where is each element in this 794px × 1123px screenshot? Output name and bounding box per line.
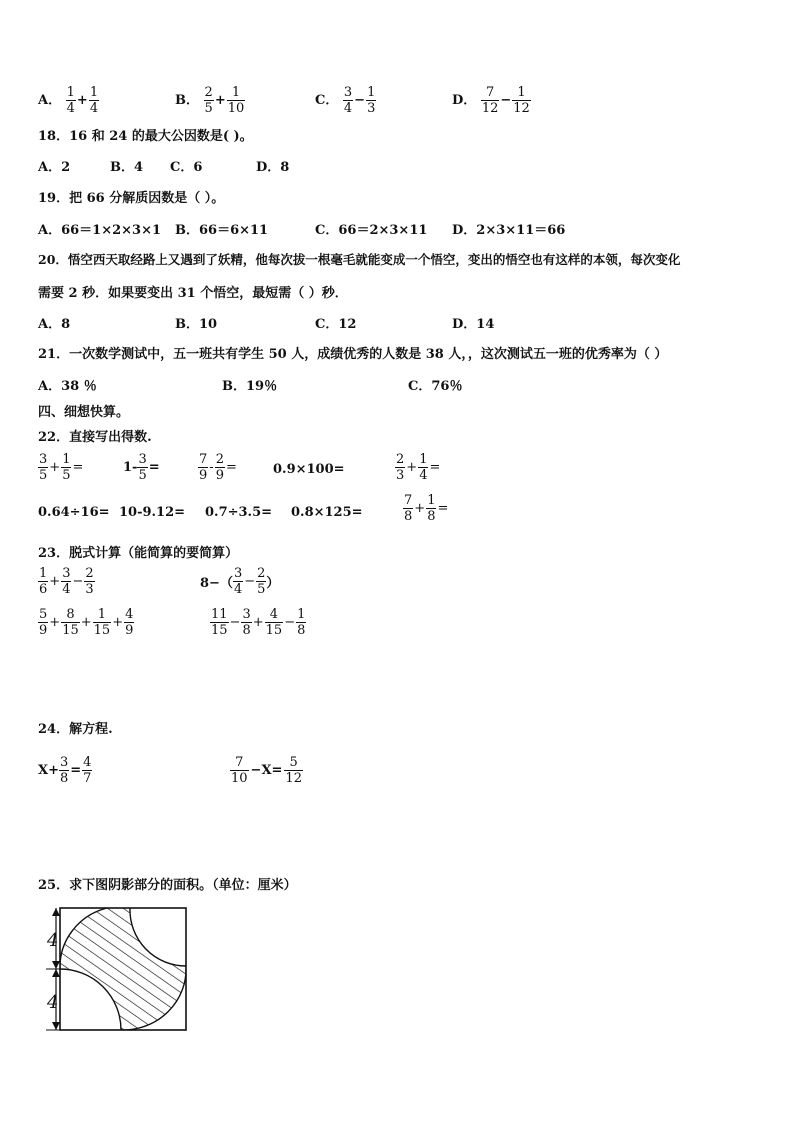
- q20-option-b[interactable]: B．10: [175, 317, 218, 332]
- fraction: $\frac{1}{4}$: [89, 85, 99, 116]
- option-letter: C．: [315, 93, 339, 108]
- fraction: $\frac{11}{15}$: [211, 607, 228, 638]
- fraction: $\frac{1}{5}$: [62, 452, 71, 483]
- q17-option-a[interactable]: [38, 86, 99, 115]
- q21-option-b[interactable]: B．19％: [222, 379, 278, 394]
- q21-option-a[interactable]: A．38 ％: [38, 379, 97, 394]
- fraction: $\frac{3}{4}$: [343, 85, 353, 116]
- q22-expr-4: 0.9×100=: [273, 462, 345, 477]
- q24-title: 24．解方程.: [38, 722, 113, 737]
- q19-option-c[interactable]: C．66＝2×3×11: [315, 223, 428, 238]
- option-letter: B．: [175, 93, 199, 108]
- fraction: $\frac{1}{6}$: [39, 566, 48, 597]
- fraction: $\frac{4}{15}$: [265, 607, 283, 638]
- q22-title: 22．直接写出得数.: [38, 430, 152, 445]
- q18-text: 18．16 和 24 的最大公因数是( )。: [38, 129, 253, 144]
- shaded-area-figure: [38, 904, 198, 1032]
- fraction: $\frac{3}{5}$: [138, 452, 147, 483]
- fraction: $\frac{3}{4}$: [62, 566, 71, 597]
- fraction: $\frac{7}{12}$: [481, 85, 499, 116]
- fraction: $\frac{2}{3}$: [85, 566, 94, 597]
- q20-option-a[interactable]: A．8: [38, 317, 71, 332]
- fraction: $\frac{1}{12}$: [513, 85, 530, 116]
- operator: −: [354, 93, 366, 108]
- option-letter: A．: [38, 93, 62, 108]
- q18-option-b[interactable]: B．4: [110, 160, 144, 175]
- q22-expr-7: 10-9.12=: [119, 505, 186, 520]
- q19-option-d[interactable]: D．2×3×11＝66: [452, 223, 566, 238]
- fraction: $\frac{1}{4}$: [419, 452, 428, 483]
- q20-option-c[interactable]: C．12: [315, 317, 357, 332]
- fraction: $\frac{7}{10}$: [231, 755, 248, 786]
- arrow-mid-up: [52, 961, 60, 969]
- option-letter: D．: [452, 93, 477, 108]
- operator: +: [76, 93, 88, 108]
- q22-expr-2: 1- $\frac{3}{5}$ =: [123, 452, 160, 483]
- fraction: $\frac{2}{3}$: [396, 452, 405, 483]
- q23-expr-4: $\frac{11}{15}$ − $\frac{3}{8}$ + $\frac{4}{15}$ − $\frac{1}{8}$: [211, 607, 306, 638]
- q23-expr-2: 8−（ $\frac{3}{4}$ − $\frac{2}{5}$ ）: [200, 566, 280, 597]
- fraction: $\frac{1}{3}$: [367, 85, 376, 116]
- q18-option-a[interactable]: A．2: [38, 160, 71, 175]
- q22-expr-6: 0.64÷16=: [38, 505, 110, 520]
- q17-option-b[interactable]: [175, 86, 245, 115]
- q18-option-c[interactable]: C．6: [170, 160, 203, 175]
- q19-text: 19．把 66 分解质因数是（ ）。: [38, 191, 225, 206]
- fraction: $\frac{4}{9}$: [125, 607, 134, 638]
- operator: −: [500, 93, 512, 108]
- fraction: $\frac{1}{8}$: [297, 607, 306, 638]
- arrow-mid-down: [52, 969, 60, 977]
- q22-expr-8: 0.7÷3.5=: [205, 505, 273, 520]
- q19-option-a[interactable]: A．66＝1×2×3×1: [38, 223, 162, 238]
- q21-text: 21．一次数学测试中，五一班共有学生 50 人，成绩优秀的人数是 38 人，，这次测试五一班的优秀率为（ ）: [38, 347, 668, 362]
- fraction: $\frac{4}{7}$: [83, 755, 92, 786]
- fraction: $\frac{3}{4}$: [233, 566, 243, 597]
- q17-option-d[interactable]: [452, 86, 531, 115]
- q20-option-d[interactable]: D．14: [452, 317, 495, 332]
- fraction: $\frac{2}{5}$: [204, 85, 213, 116]
- operator: +: [214, 93, 226, 108]
- arrow-bottom: [52, 1022, 60, 1030]
- q17-option-c[interactable]: [315, 86, 376, 115]
- q19-option-b[interactable]: B．66＝6×11: [175, 223, 269, 238]
- fraction: $\frac{7}{9}$: [199, 452, 208, 483]
- q22-expr-1: $\frac{3}{5}$ + $\frac{1}{5}$ =: [39, 452, 84, 483]
- fraction: $\frac{1}{4}$: [66, 85, 75, 116]
- q23-expr-1: $\frac{1}{6}$ + $\frac{3}{4}$ − $\frac{2}{3}$: [39, 566, 94, 597]
- q24-equation-1: X+ $\frac{3}{8}$ = $\frac{4}{7}$: [38, 755, 92, 786]
- fraction: $\frac{3}{5}$: [39, 452, 48, 483]
- fraction: $\frac{7}{8}$: [404, 493, 413, 524]
- q22-expr-9: 0.8×125=: [291, 505, 363, 520]
- q25-title: 25．求下图阴影部分的面积。（单位：厘米）: [38, 878, 297, 893]
- q18-option-d[interactable]: D．8: [256, 160, 290, 175]
- q24-equation-2: $\frac{7}{10}$ −X= $\frac{5}{12}$: [231, 755, 302, 786]
- q21-option-c[interactable]: C．76％: [408, 379, 463, 394]
- q22-expr-3: $\frac{7}{9}$ - $\frac{2}{9}$ =: [199, 452, 237, 483]
- fraction: $\frac{8}{15}$: [62, 607, 79, 638]
- fraction: $\frac{1}{10}$: [227, 85, 245, 116]
- section-heading: 四、细想快算。: [38, 405, 130, 420]
- fraction: $\frac{3}{8}$: [242, 607, 251, 638]
- fraction: $\frac{2}{5}$: [257, 566, 266, 597]
- dimension-label-top: 4: [47, 930, 59, 951]
- fraction: $\frac{2}{9}$: [215, 452, 224, 483]
- fraction: $\frac{1}{8}$: [427, 493, 436, 524]
- fraction: $\frac{5}{9}$: [39, 607, 48, 638]
- arrow-top: [52, 908, 60, 916]
- q22-expr-10: $\frac{7}{8}$ + $\frac{1}{8}$ =: [404, 493, 449, 524]
- dimension-label-bottom: 4: [47, 992, 59, 1013]
- q22-expr-5: $\frac{2}{3}$ + $\frac{1}{4}$ =: [396, 452, 441, 483]
- fraction: $\frac{5}{12}$: [285, 755, 302, 786]
- fraction: $\frac{1}{15}$: [93, 607, 111, 638]
- q20-line2: 需要 2 秒．如果要变出 31 个悟空，最短需（ ）秒．: [38, 286, 348, 301]
- q23-expr-3: $\frac{5}{9}$ + $\frac{8}{15}$ + $\frac{1}{15}$ + $\frac{4}{9}$: [39, 607, 134, 638]
- fraction: $\frac{3}{8}$: [59, 755, 69, 786]
- q23-title: 23．脱式计算（能简算的要简算）: [38, 546, 239, 561]
- q20-line1: 20．悟空西天取经路上又遇到了妖精，他每次拔一根毫毛就能变成一个悟空，变出的悟空也有这样的本领，每次变化: [38, 252, 681, 267]
